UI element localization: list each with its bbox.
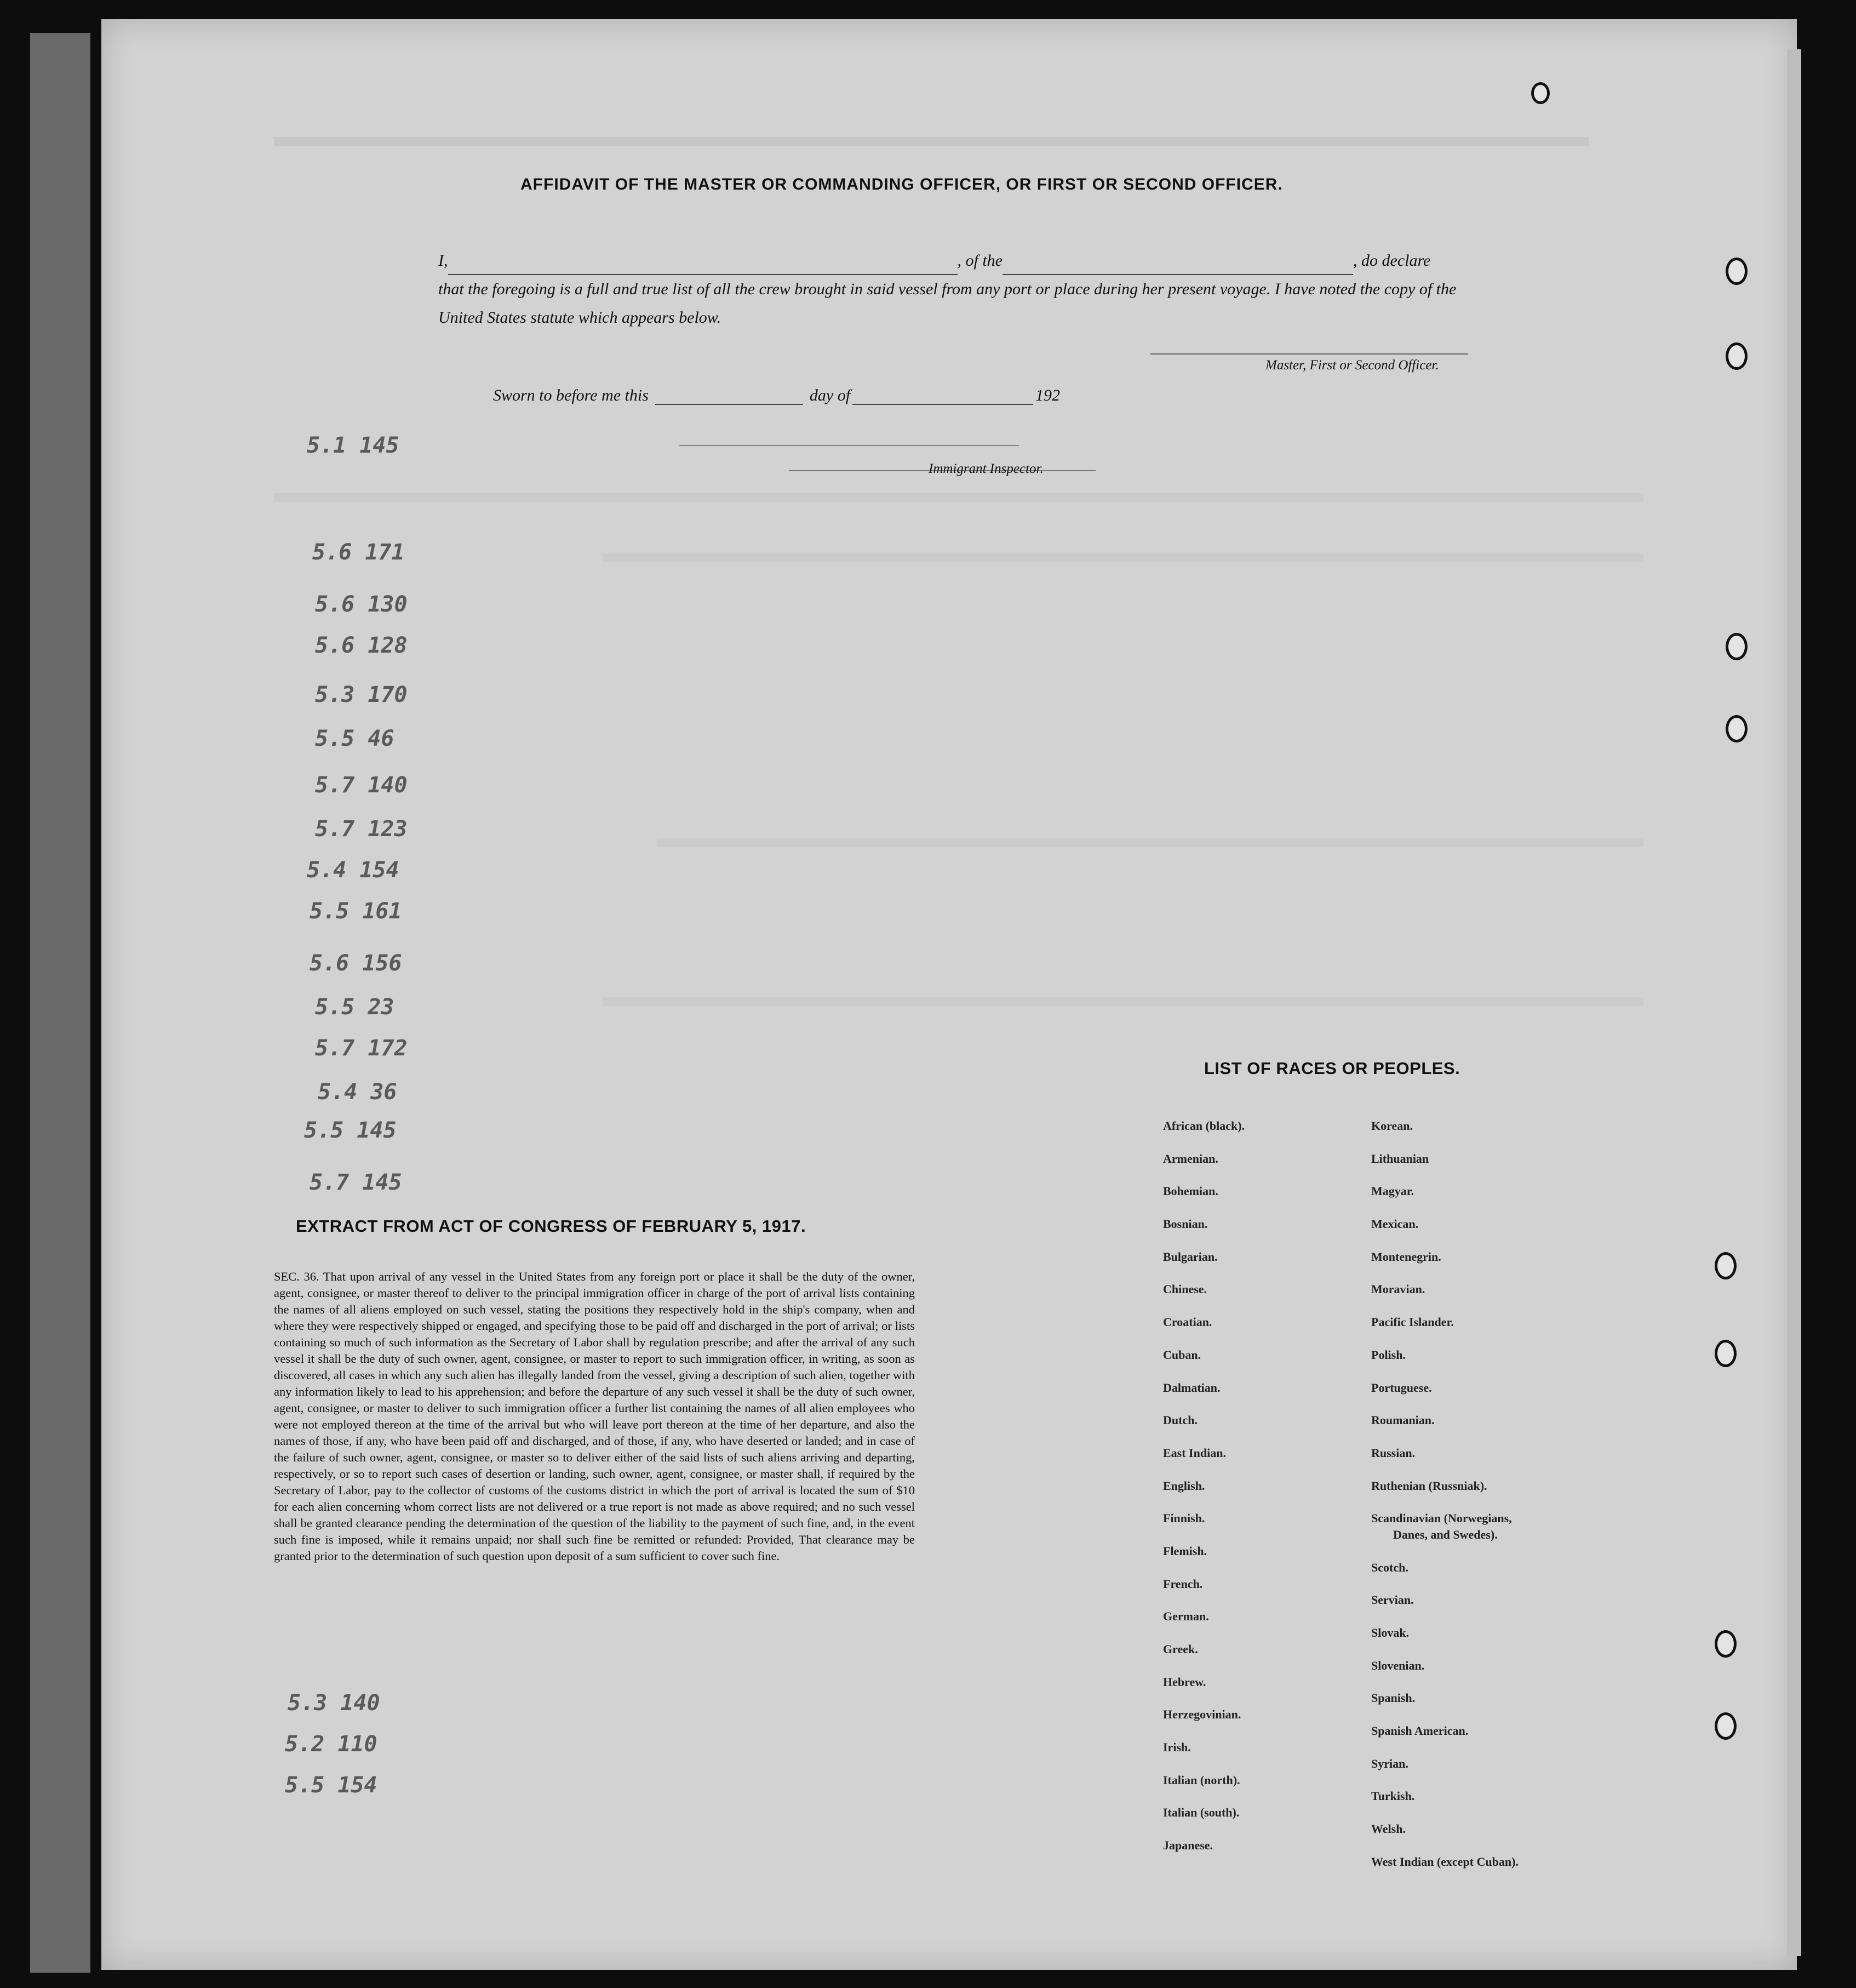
master-name-blank	[448, 258, 958, 275]
races-title: LIST OF RACES OR PEOPLES.	[1204, 1059, 1460, 1078]
handwritten-number: 5.7 145	[310, 1170, 402, 1195]
master-signature-label: Master, First or Second Officer.	[1265, 358, 1439, 373]
scan-edge-left	[30, 33, 90, 1973]
race-item: Greek.	[1163, 1642, 1198, 1656]
binding-hole	[1726, 258, 1748, 285]
handwritten-number: 5.6 130	[315, 592, 408, 617]
handwritten-number: 5.4 154	[307, 858, 399, 883]
binding-hole	[1726, 715, 1748, 742]
race-item: Ruthenian (Russniak).	[1371, 1478, 1487, 1493]
race-item: Cuban.	[1163, 1347, 1201, 1362]
race-item: Slovak.	[1371, 1626, 1410, 1639]
race-item: Pacific Islander.	[1371, 1315, 1454, 1329]
races-right-column	[1371, 1118, 1519, 1887]
day-of-label: day of	[809, 386, 851, 404]
race-item: Bosnian.	[1163, 1217, 1208, 1231]
month-blank	[852, 387, 1033, 405]
race-item: Portuguese.	[1371, 1380, 1432, 1395]
race-item: Bohemian.	[1163, 1184, 1218, 1198]
binding-hole	[1726, 342, 1748, 370]
race-item: Flemish.	[1163, 1544, 1207, 1558]
race-item: Scandinavian (Norwegians,	[1371, 1511, 1512, 1526]
race-item: Finnish.	[1163, 1511, 1205, 1526]
race-item: Syrian.	[1371, 1756, 1408, 1770]
master-signature-line	[1150, 353, 1468, 355]
race-item: Korean.	[1371, 1119, 1413, 1133]
handwritten-number: 5.4 36	[318, 1079, 397, 1105]
race-item: Bulgarian.	[1163, 1249, 1218, 1264]
handwritten-number: 5.3 140	[288, 1690, 380, 1716]
race-item: Italian (north).	[1163, 1773, 1240, 1787]
year-label: 192	[1035, 386, 1061, 404]
race-item: Danes, and Swedes).	[1393, 1527, 1498, 1541]
race-item: Polish.	[1371, 1347, 1406, 1362]
handwritten-number: 5.7 172	[315, 1036, 408, 1061]
race-item: Lithuanian	[1371, 1151, 1429, 1166]
races-left-column	[1163, 1118, 1245, 1870]
affidavit-do-declare: , do declare	[1353, 252, 1431, 270]
handwritten-number: 5.3 170	[315, 682, 408, 707]
binding-hole	[1715, 1630, 1737, 1658]
handwritten-number: 5.5 145	[304, 1118, 397, 1143]
race-item: Japanese.	[1163, 1838, 1213, 1853]
binding-hole	[1531, 82, 1550, 104]
race-item: Turkish.	[1371, 1789, 1415, 1803]
bleed-through	[603, 553, 1643, 562]
race-item: Moravian.	[1371, 1282, 1425, 1296]
affidavit-of-the: , of the	[957, 252, 1003, 270]
race-item: Croatian.	[1163, 1315, 1212, 1329]
affidavit-declaration	[438, 247, 1504, 332]
bleed-through	[603, 997, 1643, 1006]
handwritten-number: 5.2 110	[285, 1732, 377, 1757]
vessel-name-blank	[1003, 258, 1353, 275]
affidavit-declaration-text: that the foregoing is a full and true list of all the crew brought in said vessel from any port or place during her present voyage. I have noted the copy of the United States statute which appears below.	[438, 280, 1457, 327]
bleed-through	[274, 493, 1643, 502]
race-item: Armenian.	[1163, 1151, 1218, 1166]
race-item: German.	[1163, 1609, 1209, 1624]
binding-hole	[1715, 1712, 1737, 1740]
bleed-through	[657, 838, 1643, 847]
race-item: French.	[1163, 1576, 1203, 1591]
scan-edge-right	[1787, 49, 1801, 1956]
race-item: Slovenian.	[1371, 1658, 1425, 1672]
sworn-line	[493, 386, 1060, 405]
race-item: Dalmatian.	[1163, 1380, 1221, 1395]
race-item: Herzegovinian.	[1163, 1707, 1241, 1722]
statute-text: SEC. 36. That upon arrival of any vessel in the United States from any foreign port or place it shall be the duty of the owner, agent, consignee, or master thereof to deliver to the principal immigration officer in charge of the port of arrival lists containing the names of all aliens employed on such vessel, stating the positions they respectively hold in the ship's company, when and where they were respectively shipped or engaged, and specifying those to be paid off and discharged in the port of arrival; or lists containing so much of such information as the Secretary of Labor shall by regulation prescribe; and after the arrival of any such vessel it shall be the duty of such owner, agent, consignee, or master to report to such immigration officer, in writing, as soon as discovered, all cases in which any such alien has illegally landed from the vessel, giving a description of such alien, together with any information likely to lead to his apprehension; and before the departure of any such vessel it shall be the duty of such owner, agent, consignee, or master to deliver to such immigration officer a further list containing the names of all alien employees who were not employed thereon at the time of the arrival but who will leave port thereon at the time of her departure, and also the names of those, if any, who have been paid off and discharged, and of those, if any, who have deserted or landed; and in case of the failure of such owner, agent, consignee, or master so to deliver either of the said lists of such aliens arriving and departing, respectively, or so to report such cases of desertion or landing, such owner, agent, consignee, or master shall, if required by the Secretary of Labor, pay to the collector of customs of the customs district in which the port of arrival is located the sum of $10 for each alien concerning whom correct lists are not delivered or a true report is not made as above required; and no such vessel shall be granted clearance pending the determination of the question of the liability to the payment of such fine, and, in the event such fine is imposed, while it remains unpaid; nor shall such fine be remitted or refunded: Provided, That clearance may be granted prior to the determination of such question upon deposit of a sum sufficient to cover such fine.	[274, 1270, 915, 1563]
bleed-through	[274, 137, 1589, 146]
inspector-line-1	[679, 445, 1019, 446]
race-item: Russian.	[1371, 1446, 1416, 1460]
handwritten-number: 5.5 23	[315, 995, 394, 1020]
sworn-label: Sworn to before me this	[493, 386, 649, 404]
affidavit-i: I,	[438, 252, 448, 270]
handwritten-number: 5.7 123	[315, 816, 408, 842]
race-item: English.	[1163, 1478, 1205, 1493]
handwritten-number: 5.7 140	[315, 773, 408, 798]
race-item: Chinese.	[1163, 1282, 1207, 1296]
handwritten-number: 5.6 128	[315, 633, 408, 658]
inspector-label: Immigrant Inspector.	[929, 461, 1044, 476]
race-item: Magyar.	[1371, 1184, 1414, 1198]
race-item: East Indian.	[1163, 1446, 1226, 1460]
handwritten-number: 5.5 46	[315, 726, 394, 751]
handwritten-number: 5.5 161	[310, 899, 402, 924]
handwritten-number: 5.6 171	[312, 540, 405, 565]
race-item: Hebrew.	[1163, 1675, 1206, 1689]
race-item: Welsh.	[1371, 1822, 1406, 1836]
race-item: Dutch.	[1163, 1413, 1198, 1427]
race-item: Italian (south).	[1163, 1806, 1240, 1820]
handwritten-number: 5.1 145	[307, 433, 399, 458]
race-item: West Indian (except Cuban).	[1371, 1854, 1519, 1869]
affidavit-title: AFFIDAVIT OF THE MASTER OR COMMANDING OFFICER, OR FIRST OR SECOND OFFICER.	[520, 175, 1283, 193]
race-item: Servian.	[1371, 1593, 1414, 1607]
extract-title: EXTRACT FROM ACT OF CONGRESS OF FEBRUARY 5, 1917.	[296, 1216, 806, 1236]
race-item: Roumanian.	[1371, 1413, 1435, 1427]
binding-hole	[1726, 633, 1748, 660]
race-item: Montenegrin.	[1371, 1249, 1441, 1264]
handwritten-number: 5.6 156	[310, 951, 402, 976]
race-item: Scotch.	[1371, 1560, 1408, 1574]
race-item: African (black).	[1163, 1119, 1245, 1133]
race-item: Spanish.	[1371, 1691, 1416, 1705]
day-blank	[655, 387, 803, 405]
race-item: Mexican.	[1371, 1217, 1419, 1231]
race-item: Spanish American.	[1371, 1724, 1469, 1738]
binding-hole	[1715, 1340, 1737, 1367]
race-item: Irish.	[1163, 1740, 1191, 1755]
binding-hole	[1715, 1252, 1737, 1279]
handwritten-number: 5.5 154	[285, 1773, 377, 1798]
